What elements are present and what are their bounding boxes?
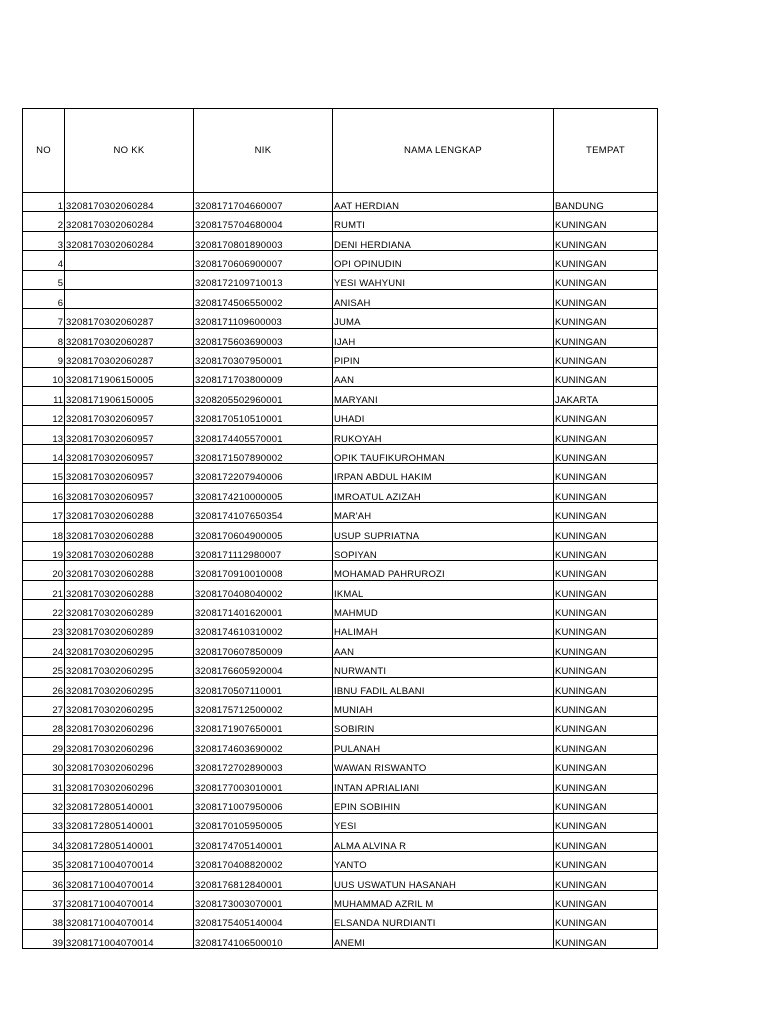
cell-no-kk <box>65 251 194 270</box>
cell-tempat: KUNINGAN <box>554 445 658 464</box>
cell-no: 22 <box>23 600 65 619</box>
cell-nama-lengkap: INTAN APRIALIANI <box>333 774 554 793</box>
cell-nik: 3208171507890002 <box>194 445 333 464</box>
cell-nik: 3208175712500002 <box>194 697 333 716</box>
table-row <box>23 231 658 250</box>
table-row <box>23 328 658 347</box>
cell-tempat: KUNINGAN <box>554 852 658 871</box>
cell-nama-lengkap: HALIMAH <box>333 619 554 638</box>
table-row <box>23 348 658 367</box>
cell-tempat: KUNINGAN <box>554 619 658 638</box>
cell-no: 35 <box>23 852 65 871</box>
cell-nik: 3208174405570001 <box>194 425 333 444</box>
cell-nik: 3208174603690002 <box>194 735 333 754</box>
cell-no: 23 <box>23 619 65 638</box>
cell-no-kk <box>65 270 194 289</box>
table-row <box>23 445 658 464</box>
cell-no-kk: 3208170302060295 <box>65 658 194 677</box>
cell-tempat: KUNINGAN <box>554 231 658 250</box>
cell-nik: 3208170607850009 <box>194 638 333 657</box>
cell-nama-lengkap: PULANAH <box>333 735 554 754</box>
table-row <box>23 483 658 502</box>
cell-nama-lengkap: AAT HERDIAN <box>333 193 554 212</box>
cell-nik: 3208171907650001 <box>194 716 333 735</box>
cell-no-kk: 3208170302060296 <box>65 716 194 735</box>
cell-nama-lengkap: MUHAMMAD AZRIL M <box>333 891 554 910</box>
cell-nama-lengkap: EPIN SOBIHIN <box>333 794 554 813</box>
cell-tempat: KUNINGAN <box>554 561 658 580</box>
cell-no: 5 <box>23 270 65 289</box>
cell-nama-lengkap: AAN <box>333 638 554 657</box>
table-row <box>23 406 658 425</box>
cell-nama-lengkap: RUKOYAH <box>333 425 554 444</box>
cell-tempat: KUNINGAN <box>554 251 658 270</box>
cell-nik: 3208174610310002 <box>194 619 333 638</box>
cell-tempat: KUNINGAN <box>554 464 658 483</box>
cell-tempat: KUNINGAN <box>554 910 658 929</box>
table-row <box>23 580 658 599</box>
cell-nama-lengkap: IKMAL <box>333 580 554 599</box>
cell-tempat: KUNINGAN <box>554 522 658 541</box>
cell-tempat: BANDUNG <box>554 193 658 212</box>
cell-no-kk: 3208170302060288 <box>65 580 194 599</box>
table-row <box>23 522 658 541</box>
table-row <box>23 794 658 813</box>
cell-tempat: KUNINGAN <box>554 716 658 735</box>
cell-nik: 3208175405140004 <box>194 910 333 929</box>
cell-nama-lengkap: IJAH <box>333 328 554 347</box>
cell-nama-lengkap: MARYANI <box>333 386 554 405</box>
table-row <box>23 542 658 561</box>
cell-nama-lengkap: YESI WAHYUNI <box>333 270 554 289</box>
cell-nama-lengkap: UHADI <box>333 406 554 425</box>
cell-no: 1 <box>23 193 65 212</box>
cell-no-kk: 3208170302060957 <box>65 425 194 444</box>
cell-tempat: KUNINGAN <box>554 638 658 657</box>
cell-no-kk: 3208172805140001 <box>65 794 194 813</box>
header-tempat: TEMPAT <box>554 109 658 193</box>
cell-nik: 3208171109600003 <box>194 309 333 328</box>
cell-no: 32 <box>23 794 65 813</box>
cell-tempat: KUNINGAN <box>554 871 658 890</box>
cell-nama-lengkap: UUS USWATUN HASANAH <box>333 871 554 890</box>
table-row <box>23 367 658 386</box>
cell-nik: 3208175603690003 <box>194 328 333 347</box>
cell-tempat: KUNINGAN <box>554 580 658 599</box>
cell-nik: 3208170604900005 <box>194 522 333 541</box>
table-row <box>23 929 658 948</box>
cell-no: 12 <box>23 406 65 425</box>
table-row <box>23 212 658 231</box>
cell-no-kk: 3208171004070014 <box>65 852 194 871</box>
table-row <box>23 755 658 774</box>
cell-nik: 3208170307950001 <box>194 348 333 367</box>
header-no-kk: NO KK <box>65 109 194 193</box>
cell-tempat: JAKARTA <box>554 386 658 405</box>
header-nik: NIK <box>194 109 333 193</box>
cell-no: 17 <box>23 503 65 522</box>
cell-tempat: KUNINGAN <box>554 503 658 522</box>
cell-nama-lengkap: YESI <box>333 813 554 832</box>
cell-tempat: KUNINGAN <box>554 483 658 502</box>
cell-nama-lengkap: YANTO <box>333 852 554 871</box>
cell-no-kk: 3208170302060289 <box>65 600 194 619</box>
cell-tempat: KUNINGAN <box>554 289 658 308</box>
cell-tempat: KUNINGAN <box>554 697 658 716</box>
cell-nama-lengkap: ELSANDA NURDIANTI <box>333 910 554 929</box>
cell-no-kk: 3208172805140001 <box>65 832 194 851</box>
cell-nama-lengkap: RUMTI <box>333 212 554 231</box>
cell-tempat: KUNINGAN <box>554 348 658 367</box>
cell-no: 15 <box>23 464 65 483</box>
table-row <box>23 289 658 308</box>
cell-no: 24 <box>23 638 65 657</box>
cell-no: 39 <box>23 929 65 948</box>
cell-no: 10 <box>23 367 65 386</box>
table-row <box>23 871 658 890</box>
table-row <box>23 251 658 270</box>
cell-nik: 3208171704660007 <box>194 193 333 212</box>
cell-nama-lengkap: DENI HERDIANA <box>333 231 554 250</box>
table-row <box>23 852 658 871</box>
header-nama-lengkap: NAMA LENGKAP <box>333 109 554 193</box>
cell-no: 19 <box>23 542 65 561</box>
cell-nama-lengkap: MUNIAH <box>333 697 554 716</box>
cell-no-kk: 3208170302060284 <box>65 231 194 250</box>
cell-nik: 3208172702890003 <box>194 755 333 774</box>
cell-no: 25 <box>23 658 65 677</box>
cell-nik: 3208177003010001 <box>194 774 333 793</box>
cell-nama-lengkap: JUMA <box>333 309 554 328</box>
cell-no: 30 <box>23 755 65 774</box>
table-row <box>23 425 658 444</box>
cell-no: 7 <box>23 309 65 328</box>
cell-tempat: KUNINGAN <box>554 832 658 851</box>
table-row <box>23 309 658 328</box>
cell-no-kk: 3208170302060288 <box>65 503 194 522</box>
cell-no-kk: 3208171004070014 <box>65 929 194 948</box>
cell-no: 6 <box>23 289 65 308</box>
table-row <box>23 386 658 405</box>
cell-no-kk: 3208170302060957 <box>65 445 194 464</box>
cell-no-kk: 3208171004070014 <box>65 871 194 890</box>
cell-no: 36 <box>23 871 65 890</box>
cell-tempat: KUNINGAN <box>554 929 658 948</box>
cell-tempat: KUNINGAN <box>554 212 658 231</box>
cell-no-kk: 3208170302060289 <box>65 619 194 638</box>
header-row <box>23 109 658 193</box>
table-row <box>23 464 658 483</box>
cell-no: 26 <box>23 677 65 696</box>
cell-nik: 3208205502960001 <box>194 386 333 405</box>
cell-no-kk: 3208170302060288 <box>65 542 194 561</box>
cell-nama-lengkap: ALMA ALVINA R <box>333 832 554 851</box>
cell-no: 13 <box>23 425 65 444</box>
cell-no-kk: 3208170302060284 <box>65 212 194 231</box>
table-row <box>23 561 658 580</box>
table-row <box>23 774 658 793</box>
cell-no-kk: 3208171004070014 <box>65 910 194 929</box>
cell-no-kk: 3208170302060287 <box>65 348 194 367</box>
resident-data-table <box>22 108 658 949</box>
cell-nik: 3208176605920004 <box>194 658 333 677</box>
cell-nik: 3208170801890003 <box>194 231 333 250</box>
cell-tempat: KUNINGAN <box>554 309 658 328</box>
cell-no: 3 <box>23 231 65 250</box>
table-row <box>23 891 658 910</box>
table-row <box>23 619 658 638</box>
cell-nik: 3208176812840001 <box>194 871 333 890</box>
cell-no-kk: 3208170302060957 <box>65 406 194 425</box>
table-row <box>23 677 658 696</box>
cell-no-kk: 3208172805140001 <box>65 813 194 832</box>
cell-tempat: KUNINGAN <box>554 813 658 832</box>
table-header <box>23 109 658 193</box>
cell-nik: 3208170105950005 <box>194 813 333 832</box>
cell-no-kk: 3208170302060287 <box>65 328 194 347</box>
cell-no: 33 <box>23 813 65 832</box>
table-row <box>23 697 658 716</box>
cell-no-kk: 3208170302060287 <box>65 309 194 328</box>
table-row <box>23 270 658 289</box>
cell-nama-lengkap: ANEMI <box>333 929 554 948</box>
cell-nama-lengkap: WAWAN RISWANTO <box>333 755 554 774</box>
cell-nik: 3208170408820002 <box>194 852 333 871</box>
cell-no: 28 <box>23 716 65 735</box>
cell-nama-lengkap: SOBIRIN <box>333 716 554 735</box>
cell-no-kk: 3208170302060296 <box>65 755 194 774</box>
cell-nik: 3208171112980007 <box>194 542 333 561</box>
cell-nama-lengkap: AAN <box>333 367 554 386</box>
table-row <box>23 658 658 677</box>
cell-nik: 3208170510510001 <box>194 406 333 425</box>
cell-tempat: KUNINGAN <box>554 658 658 677</box>
cell-tempat: KUNINGAN <box>554 600 658 619</box>
cell-nik: 3208172207940006 <box>194 464 333 483</box>
cell-nik: 3208170606900007 <box>194 251 333 270</box>
cell-no: 9 <box>23 348 65 367</box>
cell-nik: 3208173003070001 <box>194 891 333 910</box>
table-row <box>23 910 658 929</box>
cell-no-kk: 3208170302060296 <box>65 735 194 754</box>
cell-nama-lengkap: SOPIYAN <box>333 542 554 561</box>
cell-nama-lengkap: PIPIN <box>333 348 554 367</box>
cell-no-kk: 3208170302060957 <box>65 483 194 502</box>
cell-no: 38 <box>23 910 65 929</box>
cell-nik: 3208172109710013 <box>194 270 333 289</box>
cell-tempat: KUNINGAN <box>554 774 658 793</box>
cell-no: 37 <box>23 891 65 910</box>
cell-no: 31 <box>23 774 65 793</box>
cell-no-kk: 3208170302060295 <box>65 638 194 657</box>
cell-nama-lengkap: USUP SUPRIATNA <box>333 522 554 541</box>
cell-no-kk: 3208170302060284 <box>65 193 194 212</box>
cell-nama-lengkap: MOHAMAD PAHRUROZI <box>333 561 554 580</box>
cell-no-kk: 3208171906150005 <box>65 386 194 405</box>
cell-no: 16 <box>23 483 65 502</box>
table-row <box>23 193 658 212</box>
cell-tempat: KUNINGAN <box>554 891 658 910</box>
cell-no: 21 <box>23 580 65 599</box>
table-row <box>23 503 658 522</box>
cell-no-kk: 3208170302060288 <box>65 522 194 541</box>
cell-tempat: KUNINGAN <box>554 755 658 774</box>
cell-tempat: KUNINGAN <box>554 735 658 754</box>
cell-nik: 3208170408040002 <box>194 580 333 599</box>
cell-no-kk: 3208171906150005 <box>65 367 194 386</box>
cell-tempat: KUNINGAN <box>554 794 658 813</box>
cell-nik: 3208174107650354 <box>194 503 333 522</box>
cell-nik: 3208174106500010 <box>194 929 333 948</box>
cell-nik: 3208170910010008 <box>194 561 333 580</box>
cell-no: 8 <box>23 328 65 347</box>
cell-tempat: KUNINGAN <box>554 542 658 561</box>
cell-no: 34 <box>23 832 65 851</box>
cell-no-kk <box>65 289 194 308</box>
cell-no: 27 <box>23 697 65 716</box>
cell-nama-lengkap: IBNU FADIL ALBANI <box>333 677 554 696</box>
cell-nama-lengkap: MAR'AH <box>333 503 554 522</box>
cell-no-kk: 3208170302060957 <box>65 464 194 483</box>
cell-no-kk: 3208170302060288 <box>65 561 194 580</box>
cell-no: 29 <box>23 735 65 754</box>
cell-nik: 3208174210000005 <box>194 483 333 502</box>
cell-tempat: KUNINGAN <box>554 677 658 696</box>
cell-tempat: KUNINGAN <box>554 270 658 289</box>
table-row <box>23 813 658 832</box>
cell-nik: 3208175704680004 <box>194 212 333 231</box>
cell-nama-lengkap: NURWANTI <box>333 658 554 677</box>
cell-no: 4 <box>23 251 65 270</box>
table-row <box>23 735 658 754</box>
cell-no-kk: 3208171004070014 <box>65 891 194 910</box>
cell-nama-lengkap: OPIK TAUFIKUROHMAN <box>333 445 554 464</box>
cell-tempat: KUNINGAN <box>554 328 658 347</box>
cell-tempat: KUNINGAN <box>554 406 658 425</box>
cell-no-kk: 3208170302060295 <box>65 697 194 716</box>
cell-nik: 3208171703800009 <box>194 367 333 386</box>
cell-nama-lengkap: OPI OPINUDIN <box>333 251 554 270</box>
cell-nama-lengkap: MAHMUD <box>333 600 554 619</box>
cell-nik: 3208174705140001 <box>194 832 333 851</box>
table-row <box>23 600 658 619</box>
cell-no: 14 <box>23 445 65 464</box>
cell-nik: 3208171401620001 <box>194 600 333 619</box>
table-body <box>23 193 658 949</box>
header-no: NO <box>23 109 65 193</box>
cell-no-kk: 3208170302060295 <box>65 677 194 696</box>
cell-nama-lengkap: ANISAH <box>333 289 554 308</box>
cell-nik: 3208174506550002 <box>194 289 333 308</box>
cell-no: 11 <box>23 386 65 405</box>
cell-no: 18 <box>23 522 65 541</box>
table-row <box>23 638 658 657</box>
cell-tempat: KUNINGAN <box>554 425 658 444</box>
cell-no-kk: 3208170302060296 <box>65 774 194 793</box>
cell-nik: 3208171007950006 <box>194 794 333 813</box>
table-row <box>23 832 658 851</box>
cell-no: 20 <box>23 561 65 580</box>
cell-nama-lengkap: IMROATUL AZIZAH <box>333 483 554 502</box>
cell-no: 2 <box>23 212 65 231</box>
table-row <box>23 716 658 735</box>
cell-nik: 3208170507110001 <box>194 677 333 696</box>
cell-tempat: KUNINGAN <box>554 367 658 386</box>
cell-nama-lengkap: IRPAN ABDUL HAKIM <box>333 464 554 483</box>
